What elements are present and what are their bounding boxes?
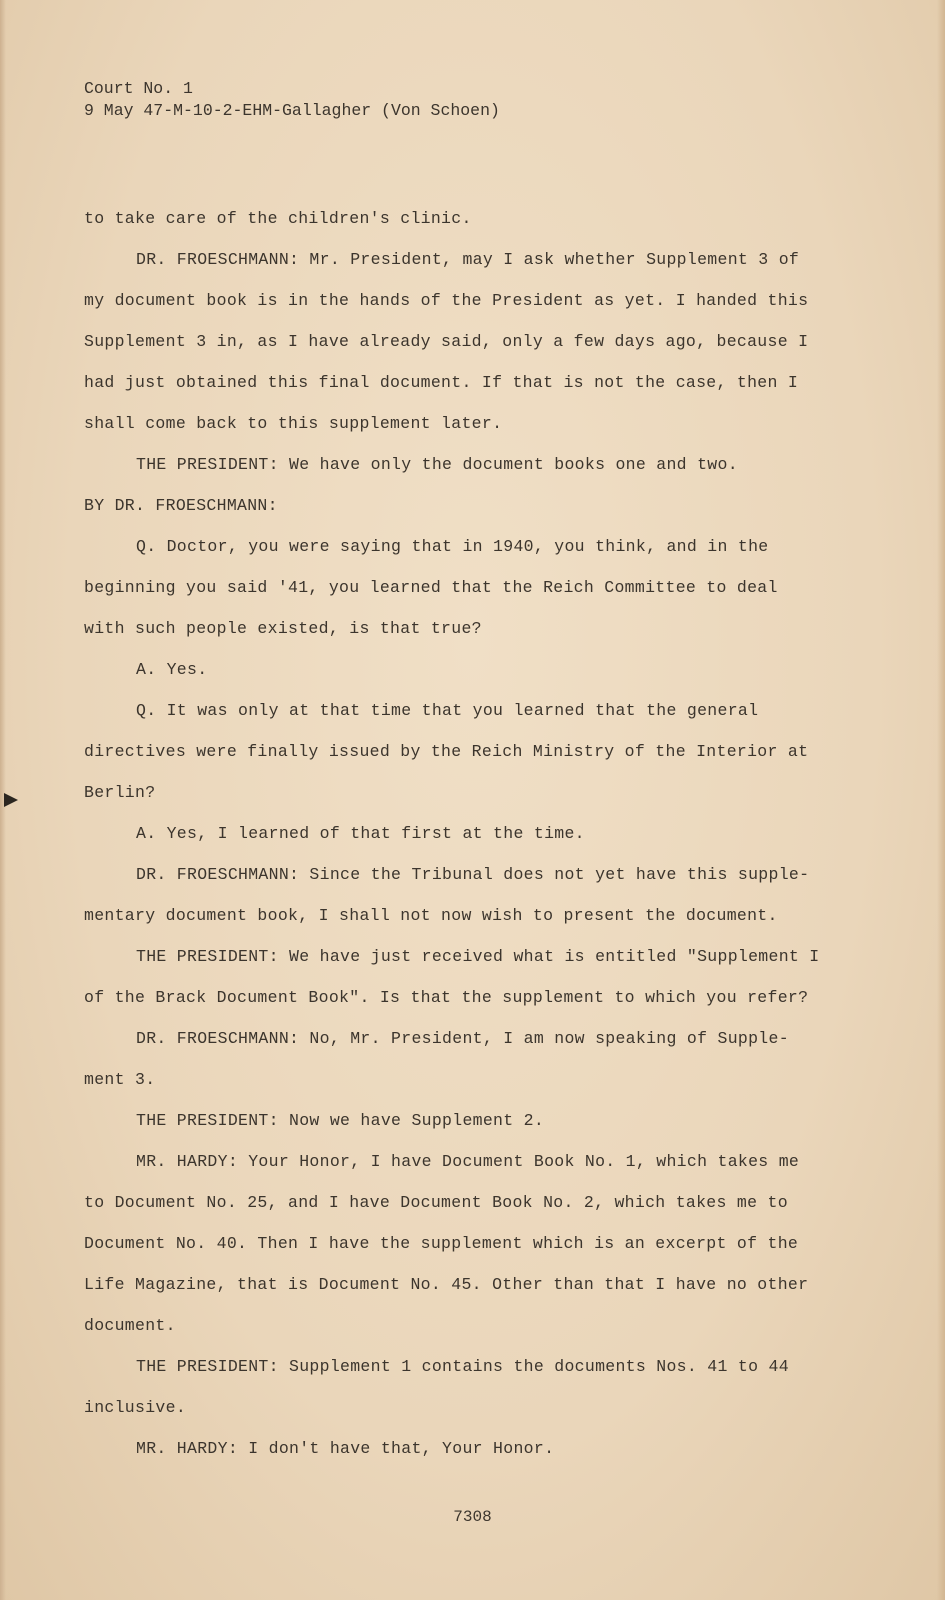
transcript-paragraph: to take care of the children's clinic. bbox=[84, 209, 472, 228]
transcript-body bbox=[84, 198, 824, 1469]
transcript-paragraph: BY DR. FROESCHMANN: bbox=[84, 496, 278, 515]
transcript-paragraph: Q. It was only at that time that you learned that the general directives were finally issued by the Reich Ministry of the Interior at Berlin? bbox=[84, 701, 809, 802]
transcript-paragraph: MR. HARDY: Your Honor, I have Document Book No. 1, which takes me to Document No. 25, and I have Document Book No. 2, which takes me to Document No. 40. Then I have the supplement which is an excerpt of the Life Magazine, that is Document No. 45. Other than that I have no other document. bbox=[84, 1152, 809, 1335]
transcript-paragraph: Q. Doctor, you were saying that in 1940, you think, and in the beginning you said '41, you learned that the Reich Committee to deal with such people existed, is that true? bbox=[84, 537, 778, 638]
transcript-paragraph: DR. FROESCHMANN: No, Mr. President, I am now speaking of Supple-ment 3. bbox=[84, 1029, 789, 1089]
transcript-paragraph: THE PRESIDENT: Now we have Supplement 2. bbox=[136, 1111, 545, 1130]
header-court-line: Court No. 1 bbox=[84, 79, 193, 98]
transcript-paragraph: A. Yes. bbox=[136, 660, 208, 679]
transcript-paragraph: THE PRESIDENT: Supplement 1 contains the documents Nos. 41 to 44 inclusive. bbox=[84, 1357, 789, 1417]
transcript-paragraph: THE PRESIDENT: We have only the document books one and two. bbox=[136, 455, 738, 474]
transcript-paragraph: A. Yes, I learned of that first at the time. bbox=[136, 824, 585, 843]
transcript-paragraph: DR. FROESCHMANN: Mr. President, may I ask whether Supplement 3 of my document book is in the hands of the President as yet. I handed this Supplement 3 in, as I have already said, only a few days ago, because I had just obtained this final document. If that is not the case, then I shall come back to this supplement later. bbox=[84, 250, 809, 433]
binder-hole-mark bbox=[4, 793, 18, 807]
page-number: 7308 bbox=[453, 1508, 492, 1526]
document-header bbox=[84, 78, 500, 122]
transcript-paragraph: THE PRESIDENT: We have just received what is entitled "Supplement I of the Brack Document Book". Is that the supplement to which you refer? bbox=[84, 947, 820, 1007]
transcript-paragraph: MR. HARDY: I don't have that, Your Honor. bbox=[136, 1439, 555, 1458]
paper-edge-right bbox=[937, 0, 945, 1600]
transcript-paragraph: DR. FROESCHMANN: Since the Tribunal does not yet have this supple-mentary document book, I shall not now wish to present the document. bbox=[84, 865, 810, 925]
header-session-line: 9 May 47-M-10-2-EHM-Gallagher (Von Schoen) bbox=[84, 101, 500, 120]
